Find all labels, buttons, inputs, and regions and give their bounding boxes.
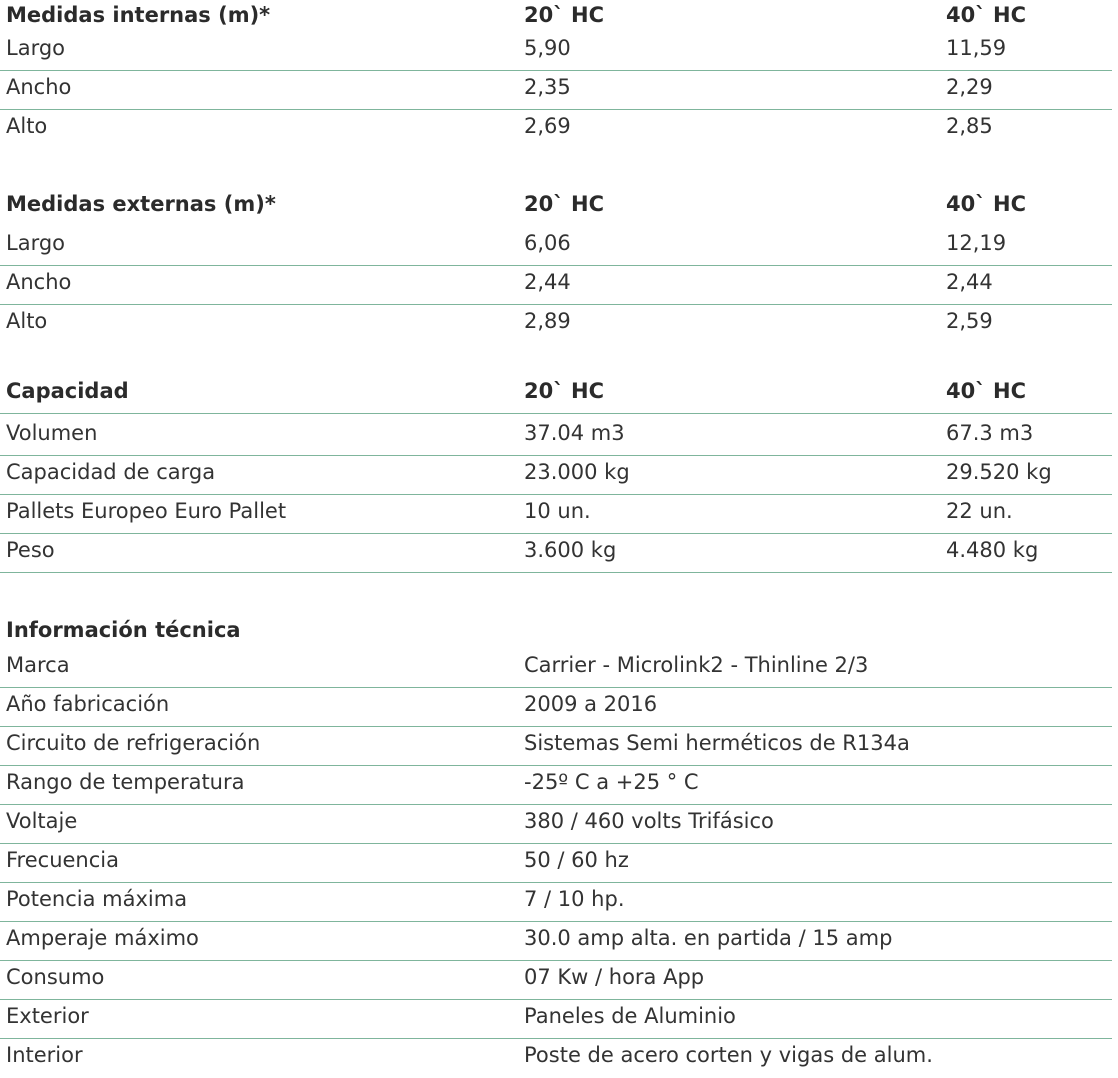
row-label: Pallets Europeo Euro Pallet xyxy=(6,499,287,523)
row-label: Capacidad de carga xyxy=(6,460,216,484)
tech-label: Voltaje xyxy=(6,809,78,833)
table-row xyxy=(0,111,1112,149)
tech-row xyxy=(0,806,1112,844)
row-label: Alto xyxy=(6,114,48,138)
tech-row xyxy=(0,1001,1112,1039)
tech-value: Sistemas Semi herméticos de R134a xyxy=(524,731,910,755)
tech-label: Rango de temperatura xyxy=(6,770,245,794)
value-20hc: 2,69 xyxy=(524,114,571,138)
value-40hc: 12,19 xyxy=(946,231,1007,255)
tech-row xyxy=(0,767,1112,805)
column-header-40hc: 40` HC xyxy=(946,3,1027,27)
table-row xyxy=(0,418,1112,456)
tech-value: -25º C a +25 ° C xyxy=(524,770,699,794)
value-20hc: 3.600 kg xyxy=(524,538,617,562)
section-title: Medidas internas (m)* xyxy=(6,3,271,27)
tech-value: 2009 a 2016 xyxy=(524,692,658,716)
row-label: Ancho xyxy=(6,270,72,294)
tech-value: Paneles de Aluminio xyxy=(524,1004,736,1028)
tech-value: 07 Kw / hora App xyxy=(524,965,705,989)
tech-label: Año fabricación xyxy=(6,692,170,716)
external-dimensions-header xyxy=(0,189,1112,227)
value-20hc: 2,44 xyxy=(524,270,571,294)
value-40hc: 2,59 xyxy=(946,309,993,333)
value-40hc: 4.480 kg xyxy=(946,538,1039,562)
tech-label: Frecuencia xyxy=(6,848,119,872)
value-40hc: 29.520 kg xyxy=(946,460,1052,484)
column-header-40hc: 40` HC xyxy=(946,379,1027,403)
tech-label: Interior xyxy=(6,1043,83,1067)
tech-value: Carrier - Microlink2 - Thinline 2/3 xyxy=(524,653,869,677)
value-40hc: 2,85 xyxy=(946,114,993,138)
tech-row xyxy=(0,923,1112,961)
value-20hc: 2,35 xyxy=(524,75,571,99)
tech-label: Consumo xyxy=(6,965,105,989)
table-row xyxy=(0,33,1112,71)
tech-row xyxy=(0,884,1112,922)
capacity-header xyxy=(0,376,1112,414)
column-header-20hc: 20` HC xyxy=(524,379,605,403)
row-label: Largo xyxy=(6,231,66,255)
table-row xyxy=(0,535,1112,573)
tech-row xyxy=(0,728,1112,766)
value-20hc: 5,90 xyxy=(524,36,571,60)
value-40hc: 2,44 xyxy=(946,270,993,294)
column-header-40hc: 40` HC xyxy=(946,192,1027,216)
value-20hc: 2,89 xyxy=(524,309,571,333)
tech-value: 380 / 460 volts Trifásico xyxy=(524,809,774,833)
tech-label: Exterior xyxy=(6,1004,89,1028)
column-header-20hc: 20` HC xyxy=(524,192,605,216)
value-40hc: 2,29 xyxy=(946,75,993,99)
column-header-20hc: 20` HC xyxy=(524,3,605,27)
row-label: Peso xyxy=(6,538,55,562)
tech-row xyxy=(0,845,1112,883)
tech-row xyxy=(0,962,1112,1000)
tech-value: Poste de acero corten y vigas de alum. xyxy=(524,1043,933,1067)
section-title: Capacidad xyxy=(6,379,129,403)
value-40hc: 22 un. xyxy=(946,499,1013,523)
tech-value: 7 / 10 hp. xyxy=(524,887,625,911)
value-20hc: 6,06 xyxy=(524,231,571,255)
tech-label: Potencia máxima xyxy=(6,887,188,911)
value-40hc: 11,59 xyxy=(946,36,1007,60)
section-title: Medidas externas (m)* xyxy=(6,192,276,216)
value-20hc: 23.000 kg xyxy=(524,460,630,484)
technical-info-title: Información técnica xyxy=(6,618,241,642)
tech-label: Amperaje máximo xyxy=(6,926,199,950)
table-row xyxy=(0,228,1112,266)
tech-label: Circuito de refrigeración xyxy=(6,731,261,755)
row-label: Alto xyxy=(6,309,48,333)
value-40hc: 67.3 m3 xyxy=(946,421,1034,445)
row-label: Largo xyxy=(6,36,66,60)
tech-row xyxy=(0,650,1112,688)
tech-row xyxy=(0,1040,1112,1078)
row-label: Ancho xyxy=(6,75,72,99)
value-20hc: 37.04 m3 xyxy=(524,421,625,445)
tech-row xyxy=(0,689,1112,727)
table-row xyxy=(0,72,1112,110)
tech-value: 30.0 amp alta. en partida / 15 amp xyxy=(524,926,893,950)
table-row xyxy=(0,306,1112,344)
table-row xyxy=(0,457,1112,495)
value-20hc: 10 un. xyxy=(524,499,591,523)
row-label: Volumen xyxy=(6,421,98,445)
tech-value: 50 / 60 hz xyxy=(524,848,629,872)
table-row xyxy=(0,267,1112,305)
table-row xyxy=(0,496,1112,534)
tech-label: Marca xyxy=(6,653,70,677)
